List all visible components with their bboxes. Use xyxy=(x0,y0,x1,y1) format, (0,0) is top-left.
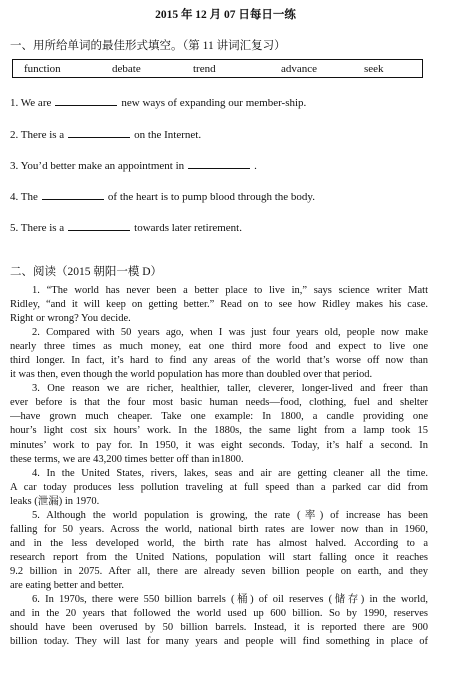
word-bank-item: trend xyxy=(193,63,216,75)
section1-heading: 一、用所给单词的最佳形式填空。（第 11 讲词汇复习） xyxy=(10,40,286,52)
answer-blank[interactable] xyxy=(188,159,250,169)
answer-blank[interactable] xyxy=(55,96,117,106)
passage-line: minutes’ work to pay for. In 1950, it was eight seconds. Today, it’s half a second. In xyxy=(10,439,428,451)
passage-line: hour’s light cost six hours’ work. In the 1880s, the same light from a lamp took 15 xyxy=(10,425,428,437)
answer-blank[interactable] xyxy=(42,190,104,200)
question-text: new ways of expanding our member-ship. xyxy=(121,97,307,109)
passage-line: 4. In the United States, rivers, lakes, seas and air are getting cleaner all the time. xyxy=(32,467,428,479)
passage-line: falling for 50 years. Across the world, national birth rates are lower now than in 1960, xyxy=(10,523,428,535)
question-text: on the Internet. xyxy=(134,129,202,141)
question-text: of the heart is to pump blood through the body. xyxy=(107,191,315,203)
passage-line: nearly three times as much money, eat one third more food and expect to live one xyxy=(10,341,428,353)
question-text: 4. The xyxy=(10,191,38,203)
passage-line: should have been overused by 50 billion barrels. Instead, it is reported there are 900 xyxy=(10,622,428,634)
question-5 xyxy=(10,221,242,234)
word-bank-item: function xyxy=(24,63,61,75)
answer-blank[interactable] xyxy=(68,221,130,231)
passage-line: Ridley, “and it will keep on getting better.” Read on to see how Ridley makes his case. xyxy=(10,299,428,311)
passage-line: it was then, even though the world population has more than doubled over that period. xyxy=(10,369,373,381)
passage-line: 3. One reason we are richer, healthier, taller, cleverer, longer-lived and freer than xyxy=(32,383,428,395)
passage-line: and in the less developed world, the birth rate has almost halved. According to a xyxy=(10,537,428,549)
passage-line: research report from the United Nations, population will start falling once it reaches xyxy=(10,551,428,563)
reading-passage xyxy=(10,284,428,649)
question-text: 3. You’d better make an appointment in xyxy=(10,160,185,172)
passage-line: 6. In 1970s, there were 550 billion barrels (桶) of oil reserves (储存) in the world, xyxy=(32,594,428,606)
passage-line: —have grown much cheaper. Take one example: In 1800, a candle providing one xyxy=(10,411,428,423)
word-bank-item: advance xyxy=(281,63,318,75)
passage-line: A car today produces less pollution traveling at full speed than a parked car did from xyxy=(10,481,428,493)
passage-line: 2. Compared with 50 years ago, when I was just four years old, people now make xyxy=(32,327,428,339)
question-3 xyxy=(10,159,257,172)
passage-line: these terms, we are 43,200 times better off than in1800. xyxy=(10,453,244,465)
passage-line: leaks (泄漏) in 1970. xyxy=(10,495,100,507)
word-bank-item: seek xyxy=(364,63,384,75)
question-text: 1. We are xyxy=(10,97,52,109)
passage-line: and in the 20 years that followed the world used up 600 billion. So by 1990, reserves xyxy=(10,608,428,620)
passage-line: 5. Although the world population is growing, the rate (率) of increase has been xyxy=(32,509,428,521)
question-text: towards later retirement. xyxy=(134,222,242,234)
question-text: 2. There is a xyxy=(10,129,65,141)
word-bank xyxy=(12,59,423,78)
word-bank-item: debate xyxy=(112,63,141,75)
question-text: 5. There is a xyxy=(10,222,65,234)
passage-line: 1. “The world has never been a better place to live in,” says science writer Matt xyxy=(32,285,428,296)
passage-line: third longer. In fact, it’s hard to find any areas of the world that’s worse off now than xyxy=(10,355,428,367)
answer-blank[interactable] xyxy=(68,128,130,138)
question-2 xyxy=(10,128,201,141)
passage-line: ever before is that the four most basic human needs—food, clothing, fuel and shelter xyxy=(10,397,428,409)
question-1 xyxy=(10,96,306,109)
passage-line: are eating better and better. xyxy=(10,579,124,591)
section2-heading: 二、阅读（2015 朝阳一模 D） xyxy=(10,266,163,278)
passage-line: Right or wrong? You decide. xyxy=(10,313,131,325)
passage-line: billion today. They will last for many years and people will find something in place of xyxy=(10,636,428,648)
question-4 xyxy=(10,190,315,203)
passage-line: 9.2 billion in 2075. After all, there are already seven billion people on earth, and they xyxy=(10,565,428,577)
question-text: . xyxy=(254,160,257,172)
page-title: 2015 年 12 月 07 日每日一练 xyxy=(155,9,296,21)
